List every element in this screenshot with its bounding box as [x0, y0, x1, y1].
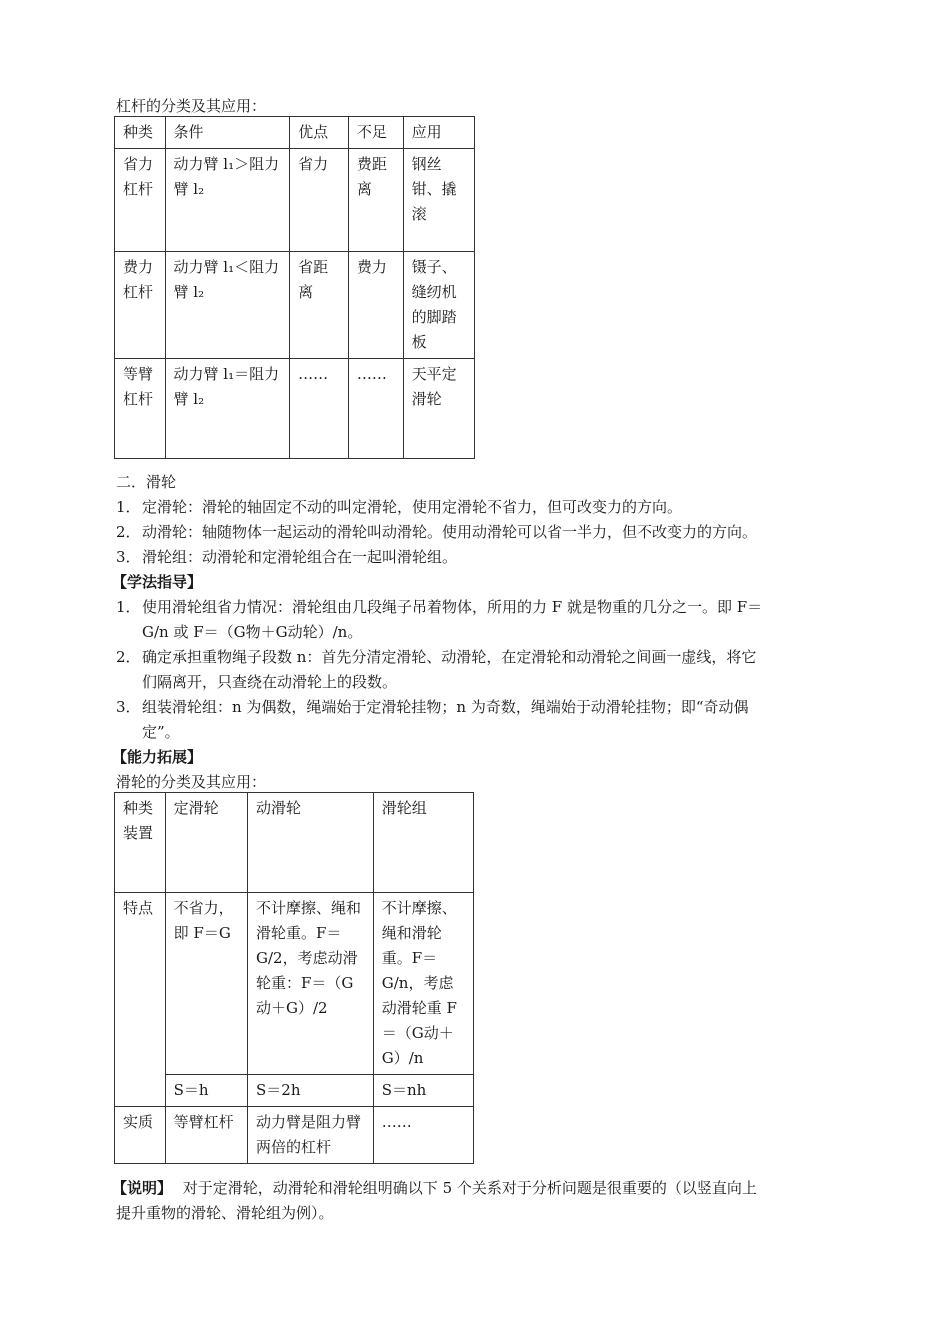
ability-heading: 【能力拓展】	[112, 748, 203, 766]
item-number: 1．	[116, 598, 141, 616]
table-row	[115, 1107, 474, 1164]
cell-essence: ……	[373, 1107, 473, 1164]
cell-feature: 不计摩擦、绳和滑轮重。F＝G/n，考虑动滑轮重 F＝（G动＋G）/n	[373, 893, 473, 1075]
item-text: 滑轮组：动滑轮和定滑轮组合在一起叫滑轮组。	[142, 548, 458, 566]
item-text: 动滑轮：轴随物体一起运动的滑轮叫动滑轮。使用动滑轮可以省一半力，但不改变力的方向。	[142, 523, 758, 541]
lever-table	[114, 116, 475, 459]
header-advantage: 优点	[290, 117, 349, 149]
header-kind: 种类装置	[115, 793, 166, 893]
item-text: 组装滑轮组：n 为偶数，绳端始于定滑轮挂物；n 为奇数，绳端始于动滑轮挂物；即“奇动偶	[142, 698, 749, 716]
item-text-continued: 定”。	[142, 723, 180, 741]
table-header-row	[115, 117, 475, 149]
cell-condition: 动力臂 l₁＞阻力臂 l₂	[165, 149, 290, 252]
table-header-row	[115, 793, 474, 893]
item-text: 定滑轮：滑轮的轴固定不动的叫定滑轮，使用定滑轮不省力，但可改变力的方向。	[142, 498, 683, 516]
cell-advantage: 省力	[290, 149, 349, 252]
table-row	[115, 359, 475, 459]
method-heading: 【学法指导】	[112, 573, 203, 591]
note-text: 对于定滑轮，动滑轮和滑轮组明确以下 5 个关系对于分析问题是很重要的（以竖直向上	[182, 1179, 757, 1197]
cell-essence: 等臂杠杆	[165, 1107, 247, 1164]
table-row	[115, 149, 475, 252]
note-line-2: 提升重物的滑轮、滑轮组为例）。	[116, 1204, 334, 1222]
cell-feature: 不计摩擦、绳和滑轮重。F＝G/2，考虑动滑轮重：F＝（G动＋G）/2	[248, 893, 374, 1075]
cell-feature-label: 特点	[115, 893, 166, 1107]
cell-application: 钢丝钳、撬滚	[403, 149, 474, 252]
lever-title: 杠杆的分类及其应用：	[116, 97, 267, 115]
item-text-continued: 们隔离开，只查绕在动滑轮上的段数。	[142, 673, 398, 691]
header-condition: 条件	[165, 117, 290, 149]
header-block: 滑轮组	[373, 793, 473, 893]
item-text: 使用滑轮组省力情况：滑轮组由几段绳子吊着物体，所用的力 F 就是物重的几分之一。即 F＝	[142, 598, 763, 616]
item-number: 2．	[116, 648, 141, 666]
item-text-continued: G/n 或 F＝（G物＋G动轮）/n。	[142, 623, 363, 641]
header-fixed: 定滑轮	[165, 793, 247, 893]
header-movable: 动滑轮	[248, 793, 374, 893]
item-number: 3．	[116, 548, 141, 566]
note-label: 【说明】	[112, 1179, 173, 1197]
cell-kind: 省力杠杆	[115, 149, 166, 252]
cell-disadvantage: 费力	[348, 252, 403, 359]
cell-condition: 动力臂 l₁＜阻力臂 l₂	[165, 252, 290, 359]
note-line-1	[112, 1176, 757, 1201]
pulley-heading: 二．滑轮	[116, 473, 177, 491]
table-row	[115, 252, 475, 359]
cell-kind: 费力杠杆	[115, 252, 166, 359]
cell-distance: S＝h	[165, 1075, 247, 1107]
cell-distance: S＝2h	[248, 1075, 374, 1107]
cell-essence-label: 实质	[115, 1107, 166, 1164]
cell-application: 天平定滑轮	[403, 359, 474, 459]
item-number: 1．	[116, 498, 141, 516]
table-row	[115, 1075, 474, 1107]
cell-feature: 不省力，即 F＝G	[165, 893, 247, 1075]
cell-application: 镊子、缝纫机的脚踏板	[403, 252, 474, 359]
header-disadvantage: 不足	[348, 117, 403, 149]
pulley-table	[114, 792, 474, 1164]
cell-condition: 动力臂 l₁＝阻力臂 l₂	[165, 359, 290, 459]
cell-advantage: ……	[290, 359, 349, 459]
item-number: 2．	[116, 523, 141, 541]
cell-disadvantage: 费距离	[348, 149, 403, 252]
item-text: 确定承担重物绳子段数 n：首先分清定滑轮、动滑轮，在定滑轮和动滑轮之间画一虚线，将它	[142, 648, 757, 666]
cell-disadvantage: ……	[348, 359, 403, 459]
cell-advantage: 省距离	[290, 252, 349, 359]
cell-distance: S＝nh	[373, 1075, 473, 1107]
item-number: 3．	[116, 698, 141, 716]
header-application: 应用	[403, 117, 474, 149]
table-row	[115, 893, 474, 1075]
cell-kind: 等臂杠杆	[115, 359, 166, 459]
header-kind: 种类	[115, 117, 166, 149]
pulley-title: 滑轮的分类及其应用：	[116, 773, 267, 791]
cell-essence: 动力臂是阻力臂两倍的杠杆	[248, 1107, 374, 1164]
